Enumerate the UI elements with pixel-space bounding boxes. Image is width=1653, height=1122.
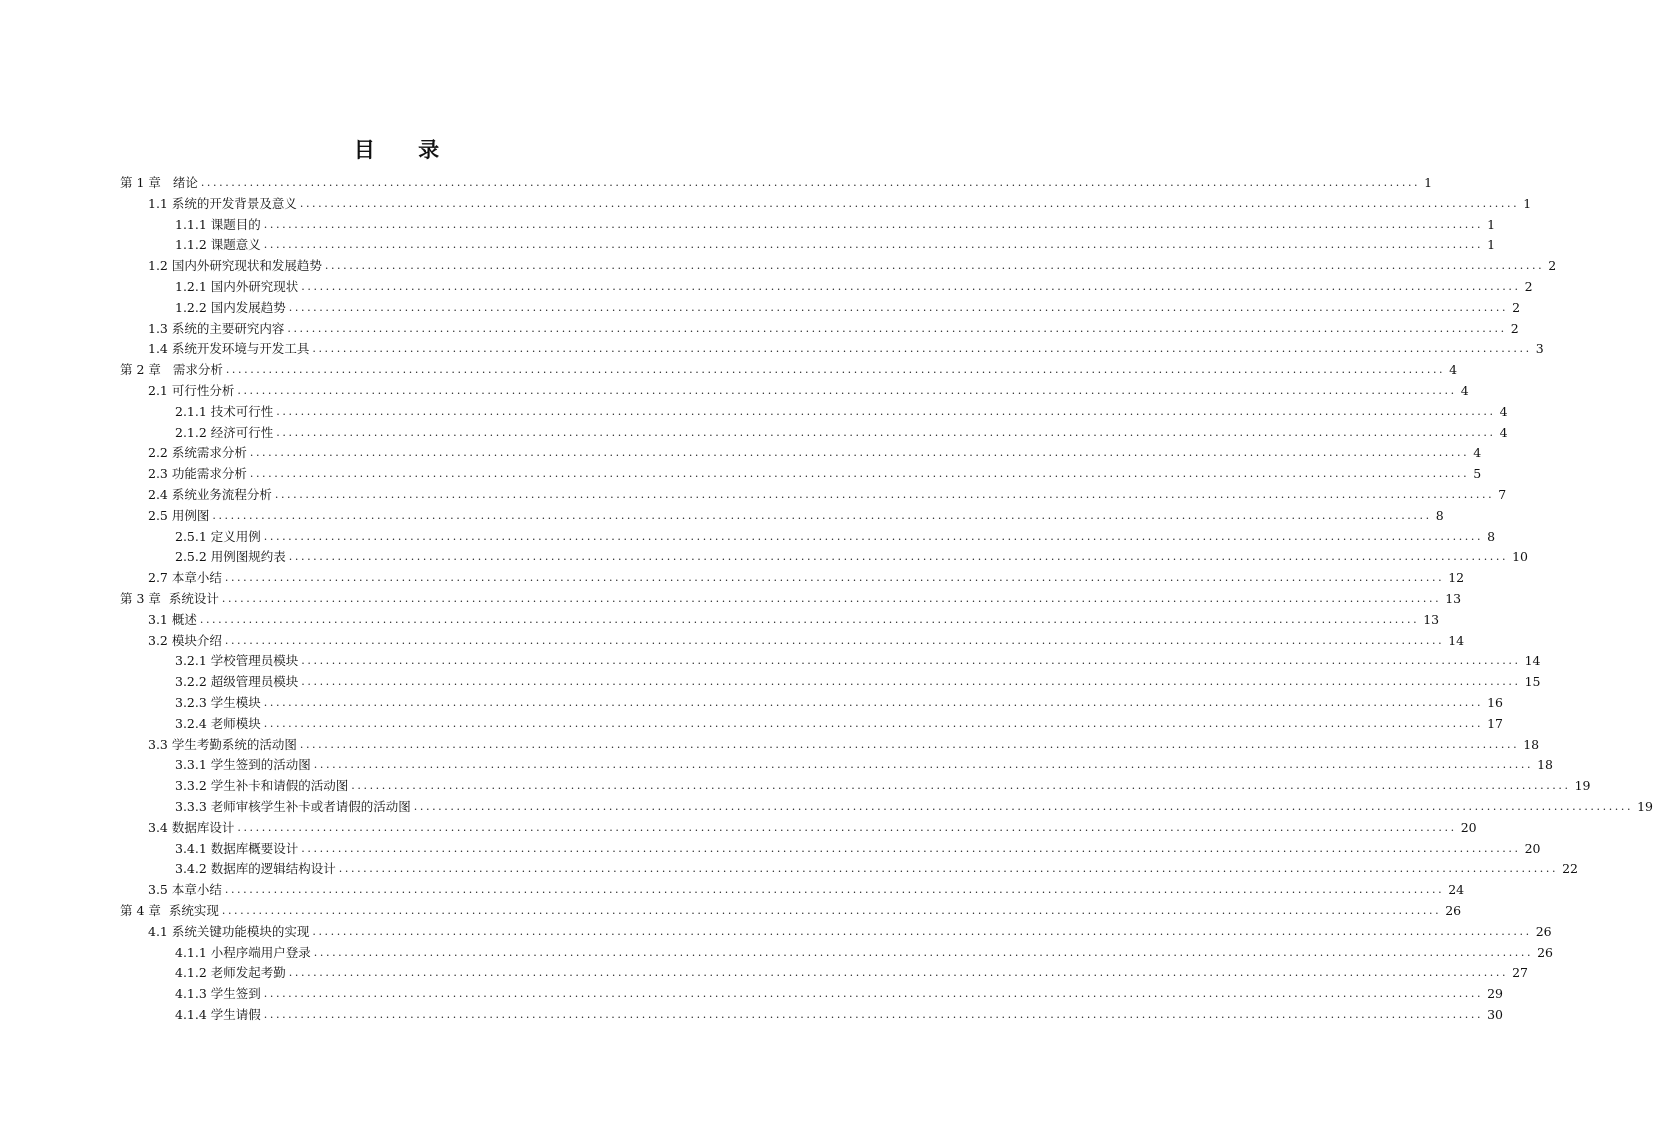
toc-page-number: 1 [1523,195,1532,211]
toc-entry-label: 2.7 本章小结 [148,570,222,586]
toc-entry-label: 3.5 本章小结 [148,882,222,898]
toc-entry[interactable] [175,940,1554,960]
toc-page-number: 16 [1487,695,1504,710]
toc-page-number: 26 [1537,944,1554,960]
toc-entry[interactable] [148,503,1444,523]
toc-entry-label: 1.2 国内外研究现状和发展趋势 [148,258,322,274]
toc-entry-label: 2.2 系统需求分析 [148,445,247,461]
toc-leader-dots: ........................................................................................................................................................................................................ [312,924,1532,938]
toc-entry-label: 第 1 章 绪论 [120,175,198,190]
toc-entry-label: 3.3.2 学生补卡和请假的活动图 [175,778,349,794]
toc-page-number: 19 [1574,778,1591,794]
toc-page-number: 18 [1537,757,1554,773]
toc-entry-label: 3.4.2 数据库的逻辑结构设计 [175,861,336,877]
toc-page-number: 18 [1523,736,1540,752]
toc-entry-label: 1.3 系统的主要研究内容 [148,320,285,336]
toc-entry[interactable] [175,960,1529,981]
toc-leader-dots: ........................................................................................................................................................................................................ [221,904,1442,917]
toc-leader-dots: ........................................................................................................................................................................................................ [276,425,1496,439]
toc-entry-label: 3.4 数据库设计 [148,819,235,835]
toc-page-number: 13 [1445,591,1462,606]
toc-leader-dots: ........................................................................................................................................................................................................ [263,696,1484,709]
toc-entry[interactable] [148,732,1540,752]
toc-entry[interactable] [175,295,1521,315]
toc-leader-dots: ........................................................................................................................................................................................................ [413,800,1634,813]
toc-entry[interactable] [148,628,1465,648]
toc-entry[interactable] [120,357,1458,378]
toc-entry-label: 第 3 章 系统设计 [120,591,219,606]
toc-leader-dots: ........................................................................................................................................................................................................ [249,446,1470,460]
toc-leader-dots: ........................................................................................................................................................................................................ [312,342,1532,356]
toc-entry-label: 3.2.2 超级管理员模块 [175,674,299,690]
toc-entry[interactable] [175,836,1541,856]
toc-entry[interactable] [175,690,1504,710]
toc-entry[interactable] [175,856,1579,877]
toc-leader-dots: ........................................................................................................................................................................................................ [225,363,1446,377]
toc-entry-label: 4.1 系统关键功能模块的实现 [148,923,310,939]
toc-leader-dots: ........................................................................................................................................................................................................ [338,862,1559,876]
toc-entry[interactable] [148,336,1544,357]
toc-entry-label: 1.2.2 国内发展趋势 [175,299,286,315]
toc-entry[interactable] [175,773,1591,794]
toc-page-number: 14 [1448,632,1465,648]
toc-page-number: 26 [1535,923,1552,939]
toc-leader-dots: ........................................................................................................................................................................................................ [276,404,1496,418]
toc-entry-label: 1.1 系统的开发背景及意义 [148,195,297,211]
toc-entry[interactable] [175,1002,1504,1022]
toc-entry[interactable] [175,752,1554,773]
toc-page-number: 29 [1487,986,1504,1002]
toc-page-number: 4 [1499,424,1508,440]
toc-entry[interactable] [148,482,1507,502]
toc-leader-dots: ........................................................................................................................................................................................................ [224,883,1445,897]
toc-entry-label: 2.5 用例图 [148,507,210,523]
toc-entry[interactable] [175,544,1529,565]
toc-entry[interactable] [148,565,1465,586]
toc-page-number: 1 [1487,216,1496,232]
toc-entry[interactable] [120,586,1462,606]
toc-entry[interactable] [148,461,1482,482]
toc-leader-dots: ........................................................................................................................................................................................................ [221,592,1442,605]
toc-leader-dots: ........................................................................................................................................................................................................ [199,612,1420,626]
toc-leader-dots: ........................................................................................................................................................................................................ [288,550,1509,564]
toc-page-number: 20 [1460,819,1477,835]
toc-entry-label: 1.4 系统开发环境与开发工具 [148,341,310,357]
toc-page-number: 2 [1510,320,1519,336]
toc-entry[interactable] [175,669,1541,690]
toc-page-number: 8 [1435,507,1444,523]
toc-leader-dots: ........................................................................................................................................................................................................ [299,196,1520,210]
toc-entry-label: 3.3.3 老师审核学生补卡或者请假的活动图 [175,799,411,814]
toc-page-number: 12 [1448,570,1465,586]
toc-leader-dots: ........................................................................................................................................................................................................ [263,217,1484,231]
toc-leader-dots: ........................................................................................................................................................................................................ [263,529,1484,543]
toc-entry[interactable] [120,170,1433,190]
toc-page-number: 26 [1445,903,1462,918]
toc-entry-label: 第 2 章 需求分析 [120,362,223,378]
toc-entry[interactable] [148,815,1477,835]
toc-page-number: 2 [1512,299,1521,315]
toc-entry[interactable] [175,212,1496,232]
toc-page-number: 8 [1487,528,1496,544]
toc-entry-label: 3.2 模块介绍 [148,632,222,648]
toc-entry[interactable] [148,316,1519,336]
toc-page-number: 14 [1524,653,1541,669]
toc-entry-label: 4.1.1 小程序端用户登录 [175,944,311,960]
toc-page-number: 24 [1448,882,1465,898]
toc-entry[interactable] [148,607,1440,627]
toc-entry[interactable] [175,274,1533,294]
toc-entry[interactable] [175,981,1504,1002]
toc-entry[interactable] [175,524,1496,544]
toc-entry-label: 2.4 系统业务流程分析 [148,487,272,502]
toc-entry[interactable] [148,877,1465,898]
toc-leader-dots: ........................................................................................................................................................................................................ [313,758,1534,772]
toc-entry[interactable] [175,232,1496,253]
toc-leader-dots: ........................................................................................................................................................................................................ [237,384,1457,397]
toc-entry-label: 2.3 功能需求分析 [148,466,247,482]
toc-entry[interactable] [148,919,1552,939]
toc-entry-label: 3.2.1 学校管理员模块 [175,653,299,669]
toc-page-number: 1 [1424,175,1433,190]
toc-entry-label: 4.1.4 学生请假 [175,1007,261,1022]
toc-leader-dots: ........................................................................................................................................................................................................ [237,820,1457,834]
toc-title: 目 录 [353,138,458,162]
toc-entry-label: 1.2.1 国内外研究现状 [175,279,299,294]
toc-leader-dots: ........................................................................................................................................................................................................ [288,966,1509,980]
toc-entry-label: 第 4 章 系统实现 [120,903,219,918]
toc-leader-dots: ........................................................................................................................................................................................................ [288,300,1509,314]
toc-entry-label: 3.1 概述 [148,611,197,627]
toc-page-number: 20 [1524,840,1541,856]
toc-leader-dots: ........................................................................................................................................................................................................ [224,633,1445,647]
toc-entry[interactable] [175,711,1504,731]
toc-leader-dots: ........................................................................................................................................................................................................ [200,176,1421,189]
toc-leader-dots: ........................................................................................................................................................................................................ [263,716,1484,730]
toc-entry[interactable] [148,440,1482,461]
toc-page-number: 19 [1637,799,1653,814]
toc-page-number: 27 [1512,965,1529,981]
toc-entry-label: 2.5.1 定义用例 [175,528,261,544]
toc-entry-label: 2.5.2 用例图规约表 [175,549,286,565]
toc-page-number: 30 [1487,1007,1504,1022]
toc-page-number: 4 [1460,383,1469,398]
toc-entry[interactable] [148,191,1532,211]
toc-page-number: 3 [1535,341,1544,357]
toc-page-number: 2 [1548,258,1557,274]
toc-page-number: 4 [1473,445,1482,461]
toc-leader-dots: ........................................................................................................................................................................................................ [249,467,1470,481]
toc-entry[interactable] [120,898,1462,918]
toc-entry-label: 2.1.2 经济可行性 [175,424,274,440]
toc-page-number: 1 [1487,237,1496,253]
toc-entry-label: 3.3.1 学生签到的活动图 [175,757,311,773]
toc-leader-dots: ........................................................................................................................................................................................................ [313,945,1534,959]
toc-leader-dots: ........................................................................................................................................................................................................ [301,675,1521,689]
toc-page-number: 15 [1524,674,1541,690]
toc-page-number: 13 [1423,611,1440,627]
toc-page-number: 10 [1512,549,1529,565]
toc-page-number: 7 [1498,487,1507,502]
toc-page-number: 5 [1473,466,1482,482]
toc-leader-dots: ........................................................................................................................................................................................................ [301,841,1521,855]
toc-entry-label: 1.1.1 课题目的 [175,216,261,232]
toc-leader-dots: ........................................................................................................................................................................................................ [263,987,1484,1001]
toc-entry[interactable] [175,794,1653,814]
toc-entry-label: 3.3 学生考勤系统的活动图 [148,736,297,752]
toc-leader-dots: ........................................................................................................................................................................................................ [301,280,1521,293]
toc-leader-dots: ........................................................................................................................................................................................................ [224,571,1445,585]
toc-entry-label: 3.4.1 数据库概要设计 [175,840,299,856]
toc-entry-label: 2.1 可行性分析 [148,383,235,398]
toc-leader-dots: ........................................................................................................................................................................................................ [351,779,1571,793]
toc-leader-dots: ........................................................................................................................................................................................................ [324,259,1545,273]
toc-entry-label: 1.1.2 课题意义 [175,237,261,253]
toc-entry[interactable] [148,378,1469,398]
toc-page-number: 17 [1487,715,1504,731]
toc-leader-dots: ........................................................................................................................................................................................................ [263,1008,1484,1021]
toc-leader-dots: ........................................................................................................................................................................................................ [287,321,1507,335]
toc-entry-label: 2.1.1 技术可行性 [175,403,274,419]
toc-page-number: 22 [1562,861,1579,877]
toc-entry[interactable] [175,648,1541,669]
toc-entry-label: 4.1.3 学生签到 [175,986,261,1002]
toc-entry-label: 3.2.4 老师模块 [175,715,261,731]
toc-entry-label: 4.1.2 老师发起考勤 [175,965,286,981]
toc-leader-dots: ........................................................................................................................................................................................................ [301,654,1521,668]
toc-leader-dots: ........................................................................................................................................................................................................ [263,238,1484,252]
toc-leader-dots: ........................................................................................................................................................................................................ [274,488,1495,501]
toc-page-number: 2 [1524,279,1533,294]
toc-entry[interactable] [175,399,1508,419]
toc-page-number: 4 [1449,362,1458,378]
toc-entry-label: 3.2.3 学生模块 [175,695,261,710]
toc-leader-dots: ........................................................................................................................................................................................................ [299,737,1520,751]
toc-entry[interactable] [148,253,1557,274]
toc-leader-dots: ........................................................................................................................................................................................................ [212,508,1432,522]
toc-page-number: 4 [1499,403,1508,419]
toc-entry[interactable] [175,420,1508,440]
